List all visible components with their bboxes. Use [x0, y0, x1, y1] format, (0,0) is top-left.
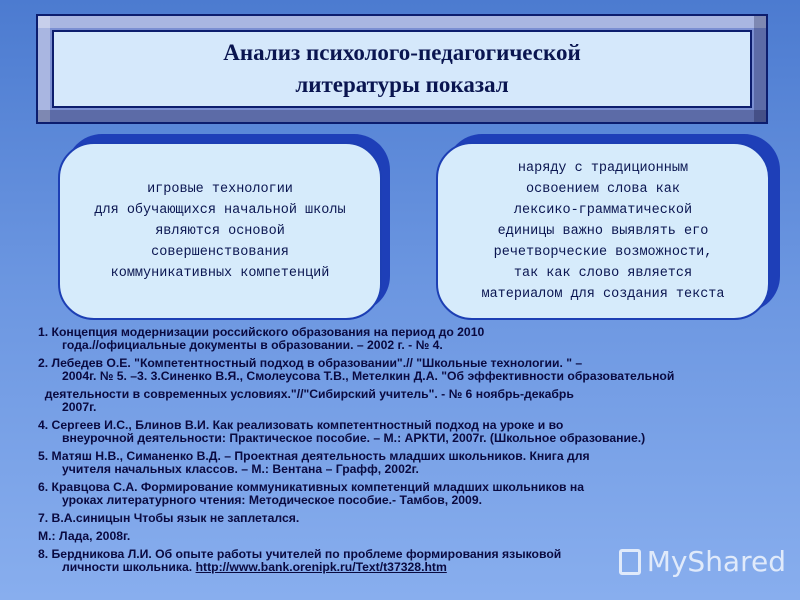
right-box-line: лексико-грамматической	[513, 202, 693, 218]
reference-text-cont: уроках литературного чтения: Методическое пособие.- Тамбов, 2009.	[62, 493, 482, 507]
right-box-line: материалом для создания текста	[481, 286, 725, 302]
left-info-box	[58, 142, 382, 320]
reference-text: М.: Лада, 2008г.	[38, 529, 131, 543]
left-box-line: для обучающихся начальной школы	[94, 202, 346, 218]
reference-text: 1. Концепция модернизации российского образования на период до 2010	[38, 325, 485, 339]
reference-text-cont: года.//официальные документы в образовании. – 2002 г. - № 4.	[62, 338, 443, 352]
right-box-line: единицы важно выявлять его	[497, 223, 709, 239]
reference-item	[38, 357, 773, 383]
right-box-line: речетворческие возможности,	[493, 244, 713, 260]
reference-text-cont: 2007г.	[62, 400, 97, 414]
title-line-2: литературы показал	[295, 72, 509, 97]
right-box-line: так как слово является	[513, 265, 693, 281]
right-box-line: освоением слова как	[526, 181, 680, 197]
reference-text: деятельности в современных условиях."//"Сибирский учитель". - № 6 ноябрь-декабрь	[38, 387, 574, 401]
reference-item	[38, 388, 773, 414]
reference-text-cont: внеурочной деятельности: Практическое пособие. – М.: АРКТИ, 2007г. (Школьное образование.)	[62, 431, 646, 445]
watermark-text: MyShared	[646, 545, 786, 578]
reference-item	[38, 481, 773, 507]
reference-text: 4. Сергеев И.С., Блинов В.И. Как реализовать компетентностный подход на уроке и во	[38, 418, 564, 432]
reference-item	[38, 530, 773, 543]
left-box-line: совершенствования	[151, 244, 289, 260]
left-box-line: являются основой	[155, 223, 285, 239]
references-list	[38, 326, 773, 579]
reference-text: 2. Лебедев О.Е. "Компетентностный подход в образовании".// "Школьные технологии. " –	[38, 356, 583, 370]
reference-item	[38, 450, 773, 476]
reference-text: 5. Матяш Н.В., Симаненко В.Д. – Проектная деятельность младших школьников. Книга для	[38, 449, 590, 463]
reference-text: 8. Бердникова Л.И. Об опыте работы учителей по проблеме формирования языковой	[38, 547, 562, 561]
right-box-line: наряду с традиционным	[517, 160, 689, 176]
reference-text-cont: 2004г. № 5. –3. 3.Синенко В.Я., Смолеусова Т.В., Метелкин Д.А. "Об эффективности образовательной	[62, 369, 675, 383]
right-info-box	[436, 142, 770, 320]
title-frame	[36, 14, 768, 124]
reference-item	[38, 512, 773, 525]
reference-text-cont: учителя начальных классов. – М.: Вентана – Графф, 2002г.	[62, 462, 419, 476]
left-box-line: коммуникативных компетенций	[110, 265, 330, 281]
left-box-line: игровые технологии	[147, 181, 293, 197]
title-line-1: Анализ психолого-педагогической	[223, 40, 581, 65]
reference-item	[38, 326, 773, 352]
reference-link[interactable]: http://www.bank.orenipk.ru/Text/t37328.htm	[195, 560, 447, 574]
reference-text: 6. Кравцова С.А. Формирование коммуникативных компетенций младших школьников на	[38, 480, 585, 494]
reference-text: 7. В.А.синицын Чтобы язык не заплетался.	[38, 511, 300, 525]
mysared-watermark	[619, 545, 786, 578]
reference-item	[38, 419, 773, 445]
presentation-icon	[619, 549, 641, 575]
title-panel	[52, 30, 752, 108]
reference-text-cont-label: личности школьника.	[62, 560, 193, 574]
